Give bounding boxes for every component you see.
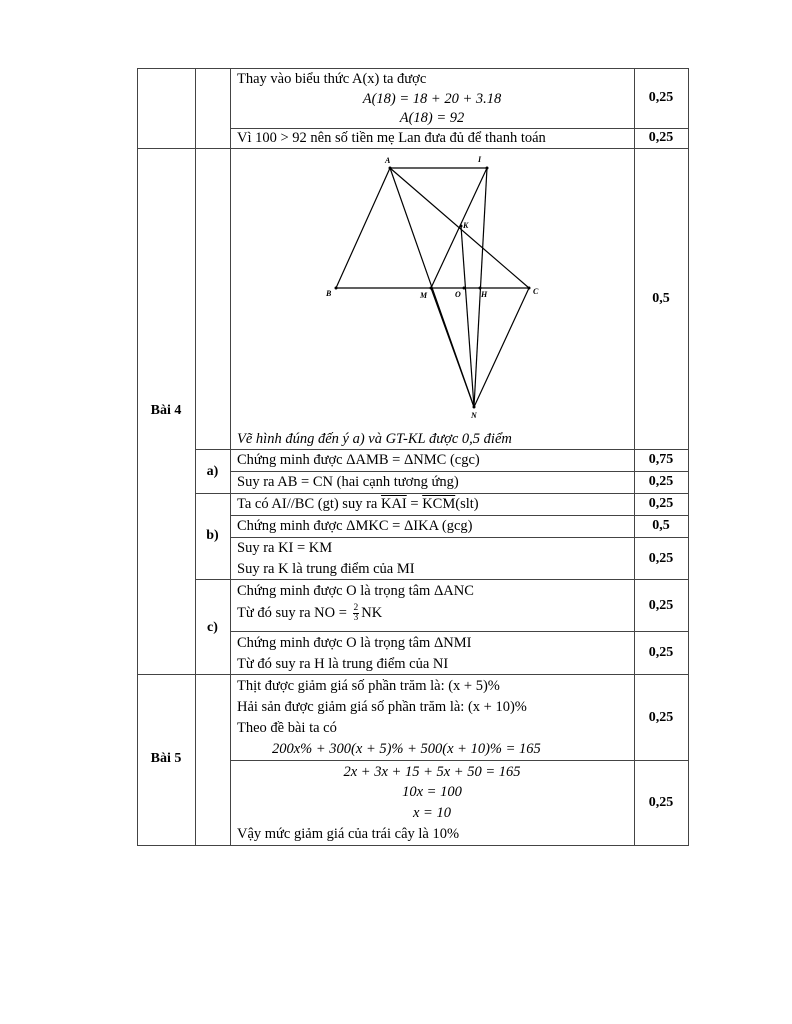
figure-caption: Vẽ hình đúng đến ý a) và GT-KL được 0,5 điểm bbox=[237, 431, 512, 447]
point-O bbox=[463, 287, 466, 290]
label-M: M bbox=[420, 291, 428, 300]
part-label-a: a) bbox=[206, 464, 219, 479]
equation: 200x% + 300(x + 5)% + 500(x + 10)% = 165 bbox=[272, 741, 541, 757]
proof-step: Chứng minh được O là trọng tâm ΔNMI bbox=[237, 635, 472, 651]
equation: 2x + 3x + 15 + 5x + 50 = 165 bbox=[343, 764, 521, 780]
point-N bbox=[473, 406, 476, 409]
score: 0,25 bbox=[648, 551, 674, 566]
segment-CN bbox=[474, 288, 529, 407]
solution-step: Hải sản được giảm giá số phần trăm là: (x + 10)% bbox=[237, 699, 527, 715]
angle-kai: $\overline{KAI}$ bbox=[380, 496, 407, 512]
point-C bbox=[528, 287, 531, 290]
proof-step: Từ đó suy ra H là trung điểm của NI bbox=[237, 656, 449, 672]
point-A bbox=[389, 167, 392, 170]
substitution-text: Thay vào biểu thức A(x) ta được bbox=[237, 71, 427, 87]
part-label-c: c) bbox=[207, 620, 218, 635]
score: 0,25 bbox=[648, 710, 674, 725]
segment-MN bbox=[431, 288, 474, 407]
conclusion-text: Vì 100 > 92 nên số tiền mẹ Lan đưa đủ để thanh toán bbox=[237, 130, 546, 146]
score: 0,25 bbox=[648, 90, 674, 105]
point-I bbox=[486, 167, 489, 170]
score: 0,25 bbox=[648, 130, 674, 145]
solution-step: Thịt được giảm giá số phần trăm là: (x + 5)% bbox=[237, 678, 500, 694]
score: 0,25 bbox=[648, 795, 674, 810]
equation: A(18) = 92 bbox=[399, 110, 465, 126]
label-O: O bbox=[455, 290, 461, 299]
score: 0,75 bbox=[648, 452, 674, 467]
proof-step: Suy ra AB = CN (hai cạnh tương ứng) bbox=[237, 474, 459, 490]
fraction: $\frac{2}{3}$ bbox=[353, 603, 359, 624]
label-B: B bbox=[326, 289, 332, 298]
angle-kcm: $\overline{KCM}$ bbox=[422, 496, 456, 512]
proof-step: Suy ra K là trung điểm của MI bbox=[237, 561, 415, 577]
score: 0,25 bbox=[648, 598, 674, 613]
score: 0,25 bbox=[648, 474, 674, 489]
segment-AB bbox=[336, 168, 390, 288]
segment-KN bbox=[461, 226, 474, 407]
proof-step: Ta có AI//BC (gt) suy ra $\overline{KAI} = \overline{KCM}(slt)$ bbox=[237, 496, 479, 512]
score: 0,5 bbox=[652, 518, 670, 533]
solution-step: Theo đề bài ta có bbox=[237, 720, 337, 736]
problem-label: Bài 4 bbox=[150, 403, 182, 418]
score: 0,25 bbox=[648, 496, 674, 511]
problem-label: Bài 5 bbox=[150, 751, 182, 766]
equation: 10x = 100 bbox=[402, 784, 462, 800]
label-C: C bbox=[533, 287, 539, 296]
label-N: N bbox=[471, 411, 477, 420]
point-B bbox=[335, 287, 338, 290]
proof-step: Từ đó suy ra NO = $\frac{2}{3}$ NK bbox=[237, 603, 383, 624]
label-A: A bbox=[385, 156, 391, 165]
segment-IM bbox=[431, 168, 487, 288]
proof-step: Suy ra KI = KM bbox=[237, 540, 333, 556]
proof-step: Chứng minh được ΔMKC = ΔIKA (gcg) bbox=[237, 518, 473, 534]
solution-step: Vậy mức giảm giá của trái cây là 10% bbox=[237, 826, 460, 842]
equation: A(18) = 18 + 20 + 3.18 bbox=[362, 91, 502, 107]
label-H: H bbox=[481, 290, 488, 299]
part-label-b: b) bbox=[206, 528, 219, 543]
point-M bbox=[430, 287, 433, 290]
label-K: K bbox=[463, 221, 469, 230]
score: 0,25 bbox=[648, 645, 674, 660]
proof-step: Chứng minh được O là trọng tâm ΔANC bbox=[237, 583, 474, 599]
score: 0,5 bbox=[652, 291, 670, 306]
label-I: I bbox=[478, 155, 482, 164]
equation: x = 10 bbox=[413, 805, 451, 821]
proof-step: Chứng minh được ΔAMB = ΔNMC (cgc) bbox=[237, 452, 480, 468]
